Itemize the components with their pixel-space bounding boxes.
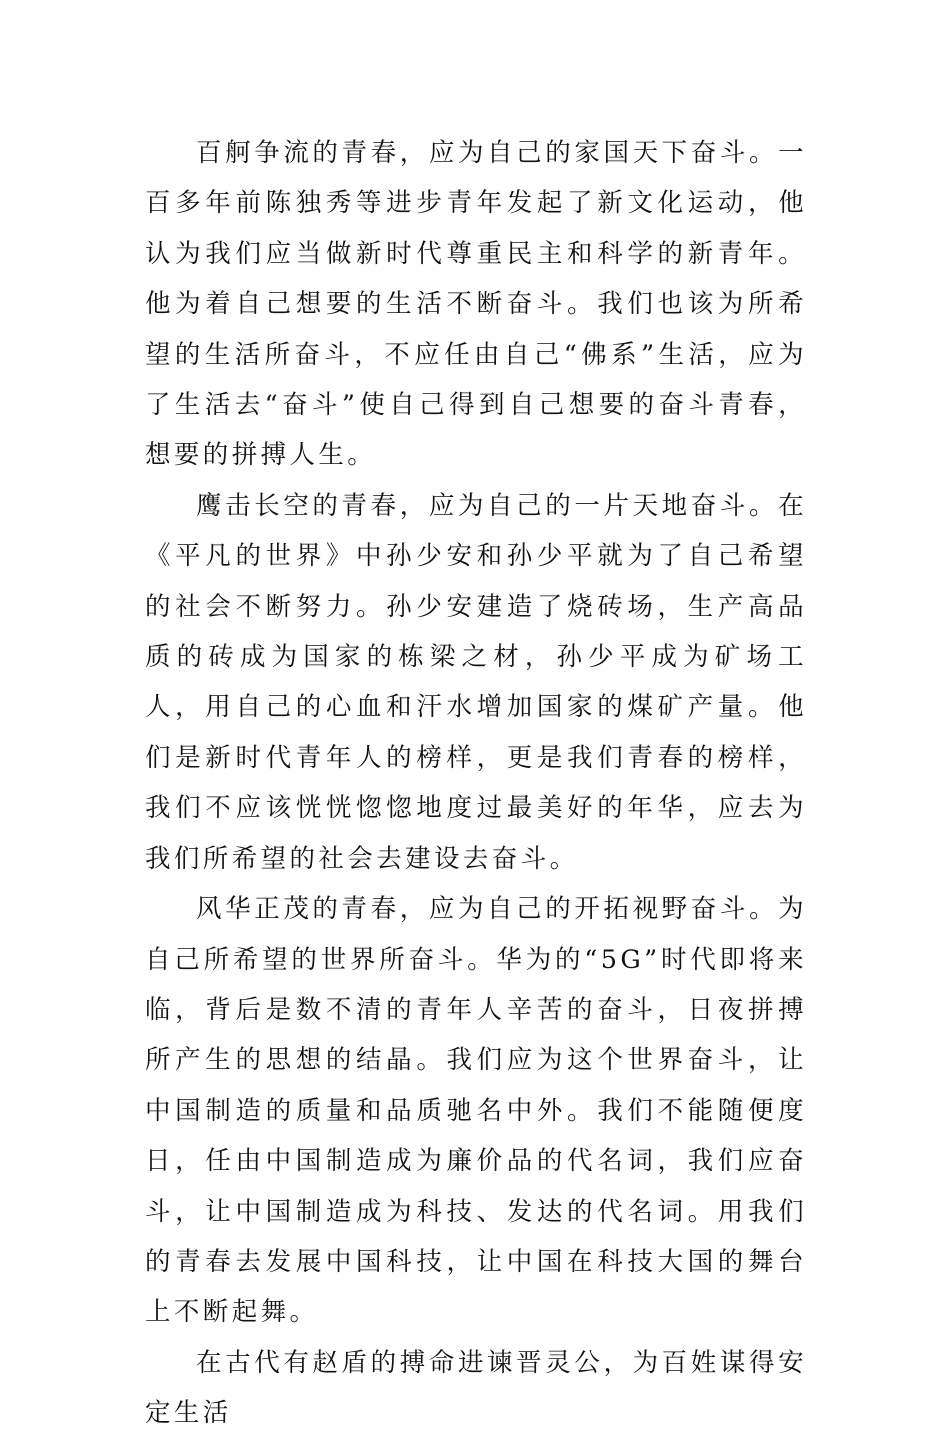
paragraph-2: 鹰击长空的青春，应为自己的一片天地奋斗。在《平凡的世界》中孙少安和孙少平就为了自己希望的社会不断努力。孙少安建造了烧砖场，生产高品质的砖成为国家的栋梁之材，孙少平成为矿场工人，用自己的心血和汗水增加国家的煤矿产量。他们是新时代青年人的榜样，更是我们青春的榜样，我们不应该恍恍惚惚地度过最美好的年华，应去为我们所希望的社会去建设去奋斗。	[145, 490, 807, 874]
document-body	[145, 128, 807, 1439]
paragraph-4: 在古代有赵盾的搏命进谏晋灵公，为百姓谋得安定生活	[145, 1347, 807, 1429]
paragraph-3: 风华正茂的青春，应为自己的开拓视野奋斗。为自己所希望的世界所奋斗。华为的“5G”时代即将来临，背后是数不清的青年人辛苦的奋斗，日夜拼搏所产生的思想的结晶。我们应为这个世界奋斗，让中国制造的质量和品质驰名中外。我们不能随便度日，任由中国制造成为廉价品的代名词，我们应奋斗，让中国制造成为科技、发达的代名词。用我们的青春去发展中国科技，让中国在科技大国的舞台上不断起舞。	[145, 894, 807, 1328]
paragraph-1: 百舸争流的青春，应为自己的家国天下奋斗。一百多年前陈独秀等进步青年发起了新文化运动，他认为我们应当做新时代尊重民主和科学的新青年。他为着自己想要的生活不断奋斗。我们也该为所希望的生活所奋斗，不应任由自己“佛系”生活，应为了生活去“奋斗”使自己得到自己想要的奋斗青春，想要的拼搏人生。	[145, 138, 807, 471]
